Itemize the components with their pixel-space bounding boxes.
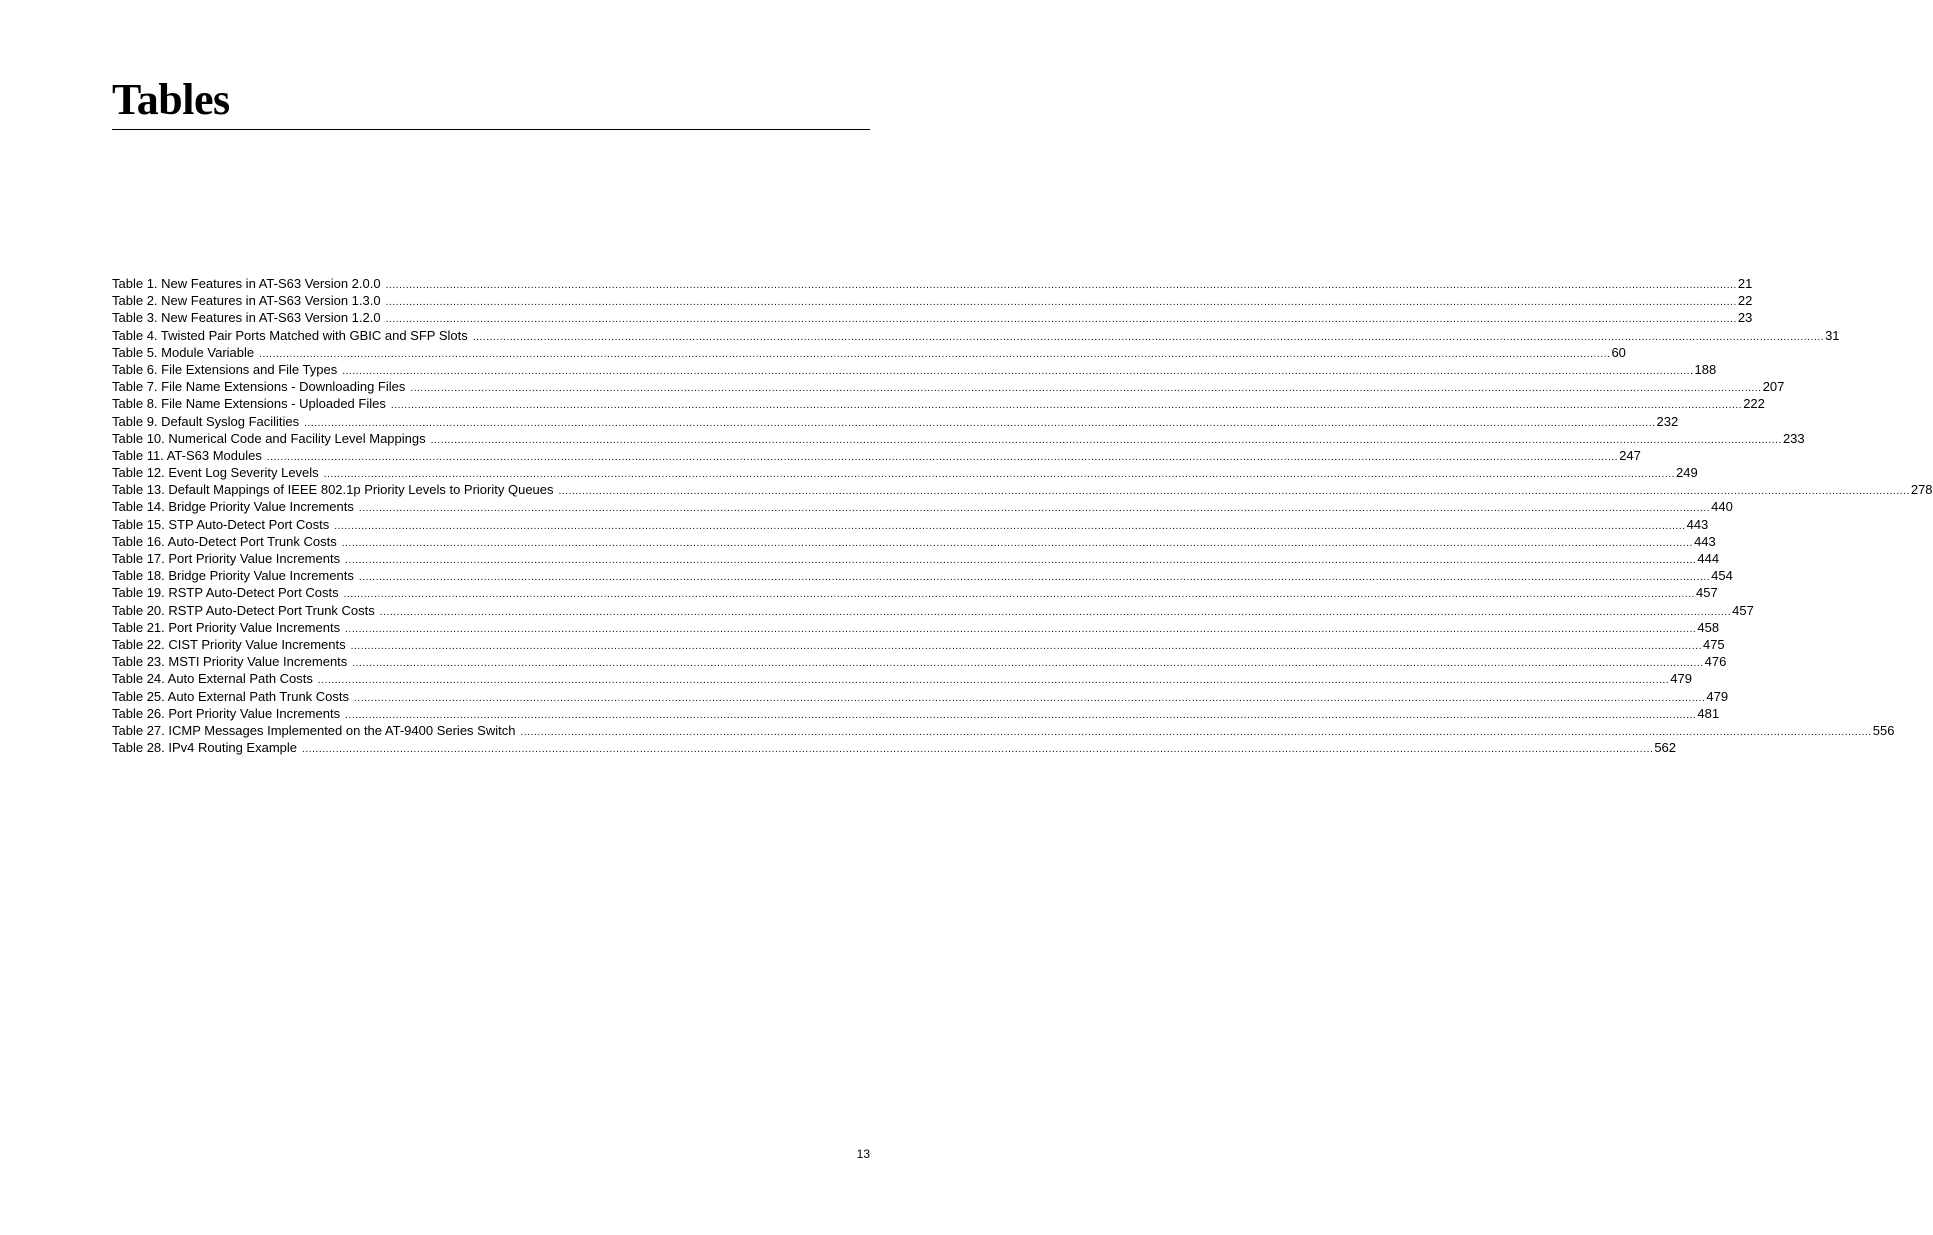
table-entry-label: Table 11. AT-S63 Modules <box>112 447 262 463</box>
table-entry-label: Table 22. CIST Priority Value Increments <box>112 636 346 652</box>
table-entry-page: 443 <box>1694 533 1716 549</box>
table-list-entry[interactable] <box>112 481 1933 498</box>
table-entry-label: Table 19. RSTP Auto-Detect Port Costs <box>112 585 339 601</box>
table-entry-label: Table 16. Auto-Detect Port Trunk Costs <box>112 533 337 549</box>
table-list-entry[interactable] <box>112 550 1720 567</box>
table-list-entry[interactable] <box>112 275 1753 292</box>
table-list-entry[interactable] <box>112 464 1698 481</box>
table-entry-page: 479 <box>1706 688 1729 704</box>
table-entry-page: 457 <box>1695 585 1718 601</box>
table-entry-page: 233 <box>1782 430 1805 446</box>
table-entry-label: Table 7. File Name Extensions - Downloading Files <box>112 379 406 395</box>
table-entry-page: 232 <box>1656 413 1679 429</box>
table-entry-page: 475 <box>1702 636 1725 652</box>
dot-leader: ................................................................................................................................................................................................................................................................................................................................................................................................................ <box>385 297 1737 309</box>
table-entry-page: 556 <box>1872 722 1895 738</box>
table-entry-label: Table 27. ICMP Messages Implemented on the AT-9400 Series Switch <box>112 722 516 738</box>
table-list-entry[interactable] <box>112 670 1692 687</box>
dot-leader: ................................................................................................................................................................................................................................................................................................................................................................................................................ <box>345 555 1697 566</box>
table-list-entry[interactable] <box>112 653 1727 670</box>
table-entry-page: 454 <box>1711 568 1733 584</box>
table-entry-page: 458 <box>1697 619 1720 635</box>
table-entry-label: Table 5. Module Variable <box>112 344 255 360</box>
table-list-entry[interactable] <box>112 619 1720 636</box>
table-entry-page: 481 <box>1697 705 1720 721</box>
table-entry-page: 21 <box>1737 276 1753 291</box>
table-list-entry[interactable] <box>112 413 1679 430</box>
dot-leader: ................................................................................................................................................................................................................................................................................................................................................................................................................ <box>350 640 1702 652</box>
dot-leader: ................................................................................................................................................................................................................................................................................................................................................................................................................ <box>334 520 1686 532</box>
table-entry-label: Table 24. Auto External Path Costs <box>112 671 313 687</box>
table-entry-label: Table 17. Port Priority Value Increments <box>112 551 341 566</box>
dot-leader: ................................................................................................................................................................................................................................................................................................................................................................................................................ <box>352 658 1704 670</box>
page-number: 13 <box>856 1147 870 1161</box>
dot-leader: ................................................................................................................................................................................................................................................................................................................................................................................................................ <box>358 572 1711 584</box>
title-rule <box>112 129 870 130</box>
table-list-entry[interactable] <box>112 430 1805 447</box>
table-entry-label: Table 21. Port Priority Value Increments <box>112 619 341 635</box>
dot-leader: ................................................................................................................................................................................................................................................................................................................................................................................................................ <box>342 365 1694 377</box>
table-list-entry[interactable] <box>112 309 1753 326</box>
table-entry-page: 247 <box>1619 447 1641 463</box>
table-entry-page: 188 <box>1694 361 1717 377</box>
table-list-entry[interactable] <box>112 567 1733 584</box>
dot-leader: ................................................................................................................................................................................................................................................................................................................................................................................................................ <box>345 709 1697 721</box>
table-entry-page: 479 <box>1670 671 1692 687</box>
table-list-entry[interactable] <box>112 636 1725 653</box>
table-entry-page: 222 <box>1743 396 1765 412</box>
dot-leader: ................................................................................................................................................................................................................................................................................................................................................................................................................ <box>472 331 1825 343</box>
table-list-entry[interactable] <box>112 378 1785 395</box>
table-list-entry[interactable] <box>112 395 1765 412</box>
table-list <box>112 275 1933 756</box>
dot-leader: ................................................................................................................................................................................................................................................................................................................................................................................................................ <box>345 623 1697 635</box>
dot-leader: ................................................................................................................................................................................................................................................................................................................................................................................................................ <box>358 503 1711 515</box>
dot-leader: ................................................................................................................................................................................................................................................................................................................................................................................................................ <box>317 675 1670 687</box>
table-list-entry[interactable] <box>112 447 1641 464</box>
table-entry-label: Table 1. New Features in AT-S63 Version 2.0.0 <box>112 276 381 291</box>
dot-leader: ................................................................................................................................................................................................................................................................................................................................................................................................................ <box>558 486 1910 498</box>
table-entry-label: Table 3. New Features in AT-S63 Version 1.2.0 <box>112 310 381 326</box>
table-entry-label: Table 14. Bridge Priority Value Increments <box>112 499 354 515</box>
table-entry-label: Table 25. Auto External Path Trunk Costs <box>112 688 350 704</box>
table-list-entry[interactable] <box>112 533 1716 550</box>
dot-leader: ................................................................................................................................................................................................................................................................................................................................................................................................................ <box>259 348 1611 360</box>
table-entry-label: Table 18. Bridge Priority Value Increments <box>112 568 354 584</box>
table-list-entry[interactable] <box>112 498 1733 515</box>
table-entry-label: Table 4. Twisted Pair Ports Matched with GBIC and SFP Slots <box>112 327 468 343</box>
table-entry-label: Table 15. STP Auto-Detect Port Costs <box>112 516 330 532</box>
dot-leader: ................................................................................................................................................................................................................................................................................................................................................................................................................ <box>385 280 1737 291</box>
table-entry-label: Table 26. Port Priority Value Increments <box>112 705 341 721</box>
table-entry-page: 60 <box>1611 344 1626 360</box>
table-entry-label: Table 23. MSTI Priority Value Increments <box>112 654 348 670</box>
table-list-entry[interactable] <box>112 602 1754 619</box>
table-list-entry[interactable] <box>112 292 1753 309</box>
dot-leader: ................................................................................................................................................................................................................................................................................................................................................................................................................ <box>343 589 1695 601</box>
table-list-entry[interactable] <box>112 739 1677 756</box>
table-entry-label: Table 13. Default Mappings of IEEE 802.1p Priority Levels to Priority Queues <box>112 482 554 498</box>
table-list-entry[interactable] <box>112 344 1626 361</box>
table-entry-label: Table 8. File Name Extensions - Uploaded Files <box>112 396 386 412</box>
table-entry-page: 476 <box>1704 654 1727 670</box>
table-list-entry[interactable] <box>112 516 1709 533</box>
table-entry-label: Table 6. File Extensions and File Types <box>112 361 338 377</box>
table-entry-label: Table 9. Default Syslog Facilities <box>112 413 300 429</box>
dot-leader: ................................................................................................................................................................................................................................................................................................................................................................................................................ <box>323 469 1676 481</box>
dot-leader: ................................................................................................................................................................................................................................................................................................................................................................................................................ <box>390 400 1743 412</box>
dot-leader: ................................................................................................................................................................................................................................................................................................................................................................................................................ <box>379 606 1732 618</box>
table-list-entry[interactable] <box>112 722 1895 739</box>
page-title: Tables <box>112 75 230 124</box>
table-entry-label: Table 28. IPv4 Routing Example <box>112 740 297 756</box>
table-entry-label: Table 12. Event Log Severity Levels <box>112 465 319 481</box>
table-entry-page: 562 <box>1654 740 1677 756</box>
table-entry-page: 23 <box>1737 310 1753 326</box>
table-entry-page: 457 <box>1732 602 1754 618</box>
table-list-entry[interactable] <box>112 584 1718 601</box>
dot-leader: ................................................................................................................................................................................................................................................................................................................................................................................................................ <box>385 314 1737 326</box>
table-entry-page: 278 <box>1910 482 1933 498</box>
dot-leader: ................................................................................................................................................................................................................................................................................................................................................................................................................ <box>354 692 1706 704</box>
table-entry-page: 443 <box>1686 516 1709 532</box>
table-entry-page: 207 <box>1762 379 1785 395</box>
table-entry-page: 249 <box>1676 465 1698 481</box>
table-entry-label: Table 20. RSTP Auto-Detect Port Trunk Costs <box>112 602 375 618</box>
table-entry-page: 31 <box>1825 327 1840 343</box>
table-entry-page: 22 <box>1737 293 1753 309</box>
table-list-entry[interactable] <box>112 705 1720 722</box>
table-entry-page: 440 <box>1711 499 1733 515</box>
table-list-entry[interactable] <box>112 361 1717 378</box>
table-entry-page: 444 <box>1697 551 1720 566</box>
table-entry-label: Table 2. New Features in AT-S63 Version 1.3.0 <box>112 293 381 309</box>
dot-leader: ................................................................................................................................................................................................................................................................................................................................................................................................................ <box>304 417 1656 429</box>
dot-leader: ................................................................................................................................................................................................................................................................................................................................................................................................................ <box>520 726 1872 738</box>
dot-leader: ................................................................................................................................................................................................................................................................................................................................................................................................................ <box>302 744 1654 756</box>
dot-leader: ................................................................................................................................................................................................................................................................................................................................................................................................................ <box>266 451 1619 463</box>
table-entry-label: Table 10. Numerical Code and Facility Level Mappings <box>112 430 426 446</box>
table-list-entry[interactable] <box>112 327 1840 344</box>
table-list-entry[interactable] <box>112 688 1729 705</box>
dot-leader: ................................................................................................................................................................................................................................................................................................................................................................................................................ <box>341 537 1694 549</box>
dot-leader: ................................................................................................................................................................................................................................................................................................................................................................................................................ <box>410 383 1762 395</box>
dot-leader: ................................................................................................................................................................................................................................................................................................................................................................................................................ <box>430 434 1782 446</box>
